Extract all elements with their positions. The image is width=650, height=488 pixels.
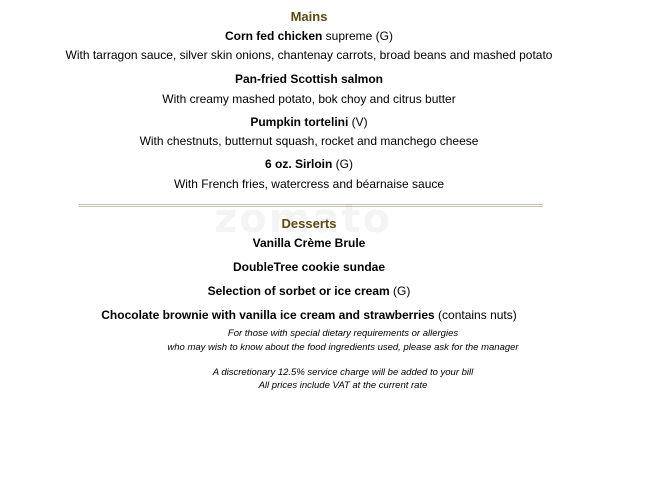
dish-description: With French fries, watercress and béarnaise sauce [173, 177, 445, 191]
dish-suffix: (V) [348, 115, 368, 129]
dish-name: 6 oz. Sirloin [264, 157, 333, 171]
dish-name: Selection of sorbet or ice cream [207, 284, 390, 298]
main-item-sirloin [0, 157, 618, 171]
main-item-tortelini [0, 115, 618, 129]
dessert-item [0, 236, 618, 250]
dish-suffix: (G) [332, 157, 353, 171]
main-item-salmon [0, 72, 618, 86]
dietary-note-line-2: who may wish to know about the food ingredients used, please ask for the manager [167, 342, 519, 353]
mains-heading: Mains [290, 9, 328, 24]
dish-name: Pumpkin tortelini [250, 115, 349, 129]
dish-name: Corn fed chicken [224, 29, 323, 43]
main-item-chicken [0, 29, 618, 43]
dessert-item [0, 260, 618, 274]
dietary-note-line-1: For those with special dietary requirements or allergies [227, 328, 459, 339]
dish-suffix: (contains nuts) [434, 308, 517, 322]
dish-suffix: (G) [389, 284, 411, 298]
dessert-item [0, 284, 618, 298]
dish-name: Pan-fried Scottish salmon [234, 72, 384, 86]
dish-name: Chocolate brownie with vanilla ice cream and strawberries [101, 308, 435, 322]
vat-note: All prices include VAT at the current rate [258, 380, 428, 391]
dish-name: Vanilla Crème Brule [252, 236, 366, 250]
dish-name: DoubleTree cookie sundae [232, 260, 386, 274]
dish-description: With tarragon sauce, silver skin onions, chantenay carrots, broad beans and mashed potato [65, 48, 553, 62]
dish-suffix: supreme (G) [322, 29, 394, 43]
dish-description: With chestnuts, butternut squash, rocket and manchego cheese [139, 134, 479, 148]
dish-description: With creamy mashed potato, bok choy and citrus butter [162, 92, 456, 106]
desserts-heading: Desserts [281, 216, 337, 231]
dessert-item [0, 308, 618, 322]
service-charge-note: A discretionary 12.5% service charge will be added to your bill [212, 367, 474, 378]
